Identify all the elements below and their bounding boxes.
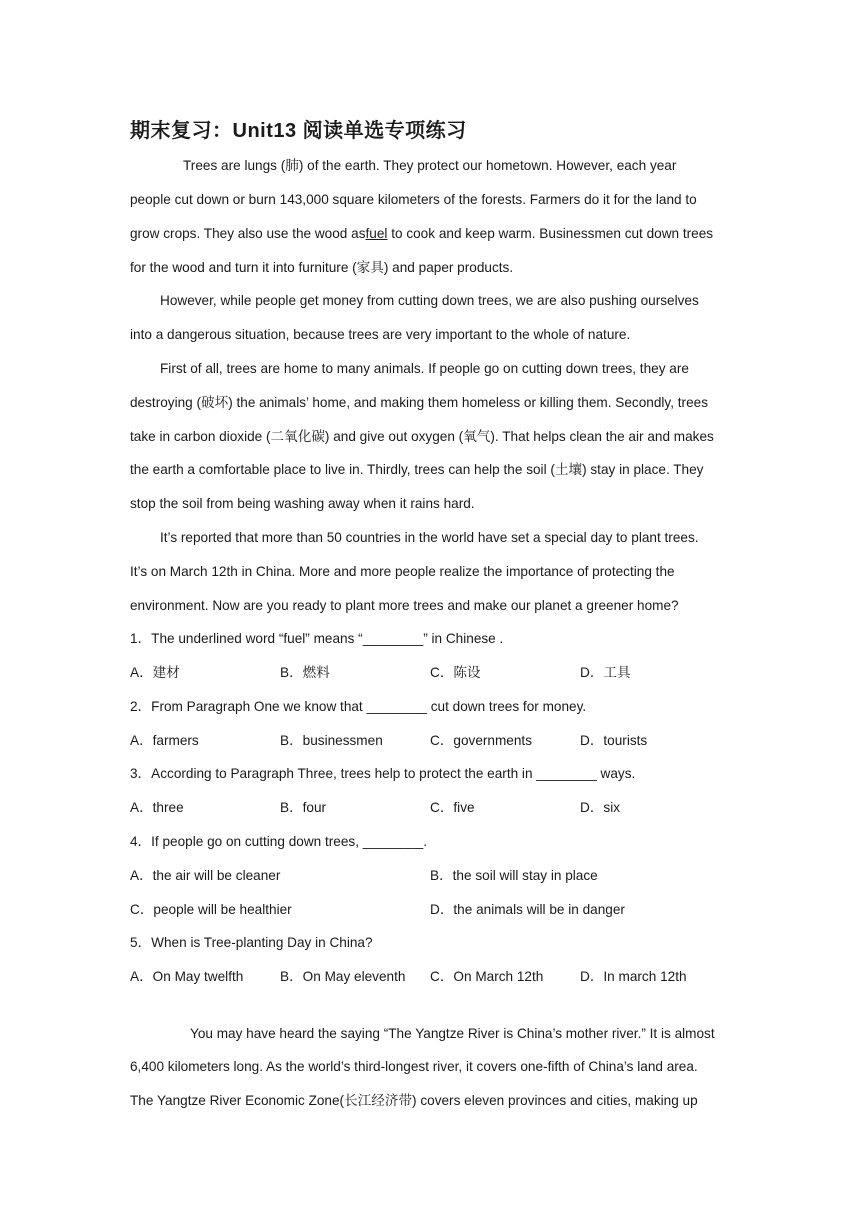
passage1-line: Trees are lungs (肺) of the earth. They protect our hometown. However, each year [183,158,677,173]
option-d: D．In march 12th [580,969,687,984]
passage1-line: environment. Now are you ready to plant more trees and make our planet a greener home? [130,598,679,613]
passage1-line: people cut down or burn 143,000 square kilometers of the forests. Farmers do it for the land to [130,192,697,207]
option-c: C．governments [430,733,532,748]
passage1-line: take in carbon dioxide (二氧化碳) and give out oxygen (氧气). That helps clean the air and makes [130,429,714,444]
passage1-line: First of all, trees are home to many animals. If people go on cutting down trees, they are [160,361,689,376]
page-title: 期末复习：Unit13 阅读单选专项练习 [130,120,467,142]
question-stem: 4．If people go on cutting down trees, ________. [130,834,428,849]
option-c: C．people will be healthier [130,902,292,917]
option-c: C．陈设 [430,665,481,680]
passage1-line: for the wood and turn it into furniture (家具) and paper products. [130,260,514,275]
option-a: A．On May twelfth [130,969,244,984]
option-d: D．six [580,800,621,815]
option-c: C．five [430,800,475,815]
passage2-line: 6,400 kilometers long. As the world’s third-longest river, it covers one-fifth of China’s land area. [130,1059,698,1074]
underlined-word: fuel [365,226,388,241]
question-stem: 1．The underlined word “fuel” means “________” in Chinese . [130,631,504,646]
passage1-line: into a dangerous situation, because trees are very important to the whole of nature. [130,327,631,342]
passage1-line: stop the soil from being washing away when it rains hard. [130,496,475,511]
text-span: to cook and keep warm. Businessmen cut down trees [387,226,714,241]
option-a: A．farmers [130,733,199,748]
passage1-line: It’s on March 12th in China. More and more people realize the importance of protecting the [130,564,675,579]
option-b: B．燃料 [280,665,330,680]
option-b: B．four [280,800,327,815]
option-d: D．tourists [580,733,648,748]
option-a: A．three [130,800,184,815]
text-span: grow crops. They also use the wood as [130,226,366,241]
option-b: B．businessmen [280,733,383,748]
question-stem: 5．When is Tree-planting Day in China? [130,935,373,950]
passage1-line: However, while people get money from cutting down trees, we are also pushing ourselves [160,293,699,308]
passage1-line: the earth a comfortable place to live in. Thirdly, trees can help the soil (土壤) stay in place. They [130,462,704,477]
option-a: A．the air will be cleaner [130,868,281,883]
option-c: C．On March 12th [430,969,544,984]
option-d: D．the animals will be in danger [430,902,625,917]
passage1-line: It’s reported that more than 50 countries in the world have set a special day to plant trees. [160,530,699,545]
passage1-line [130,224,713,244]
option-b: B．the soil will stay in place [430,868,598,883]
question-stem: 3．According to Paragraph Three, trees help to protect the earth in ________ ways. [130,766,636,781]
option-a: A．建材 [130,665,180,680]
passage1-line: destroying (破坏) the animals’ home, and making them homeless or killing them. Secondly, trees [130,395,708,410]
option-b: B．On May eleventh [280,969,406,984]
passage2-line: You may have heard the saying “The Yangtze River is China’s mother river.” It is almost [190,1026,715,1041]
option-d: D．工具 [580,665,631,680]
passage2-line: The Yangtze River Economic Zone(长江经济带) covers eleven provinces and cities, making up [130,1093,698,1108]
question-stem: 2．From Paragraph One we know that ________ cut down trees for money. [130,699,587,714]
